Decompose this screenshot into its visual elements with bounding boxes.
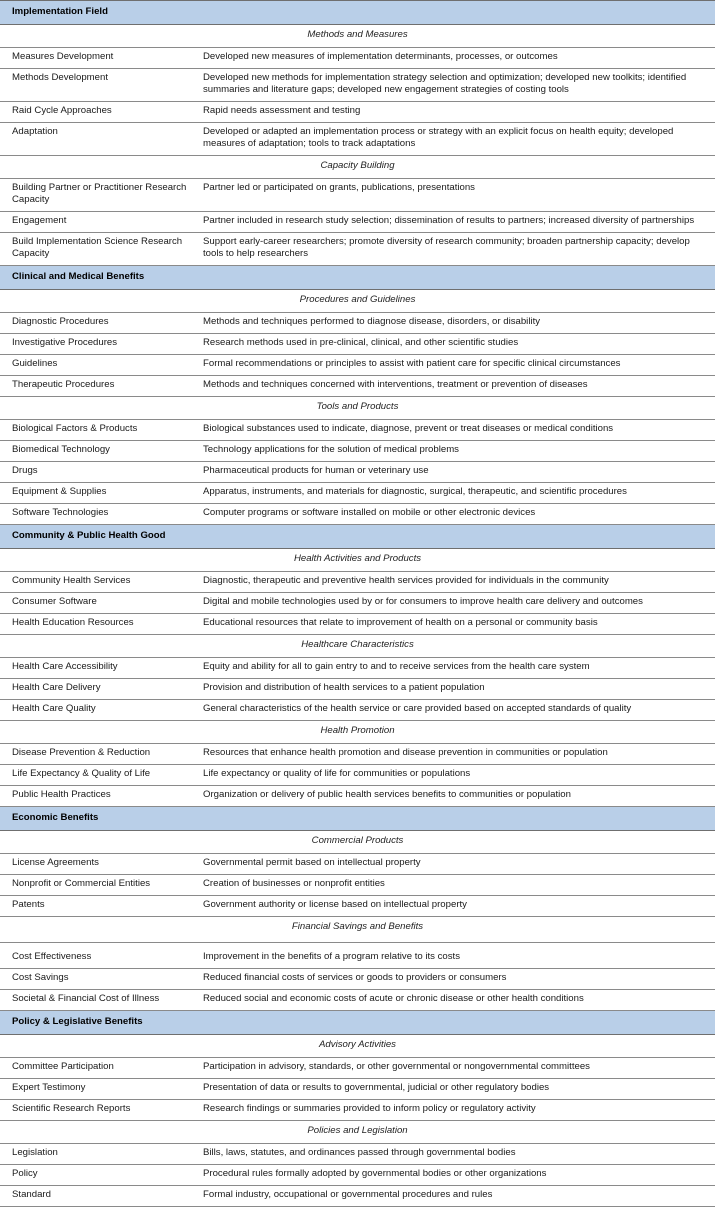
row-description: Resources that enhance health promotion and disease prevention in communities or population: [200, 744, 715, 765]
table-row: [0, 969, 715, 990]
row-description: Technology applications for the solution of medical problems: [200, 441, 715, 462]
table-body: [0, 1, 715, 1207]
row-term: Policy: [0, 1165, 200, 1186]
row-term: Equipment & Supplies: [0, 483, 200, 504]
table-row: [0, 765, 715, 786]
row-term: Patents: [0, 896, 200, 917]
row-description: Partner led or participated on grants, publications, presentations: [200, 179, 715, 212]
section-header-row: [0, 807, 715, 831]
row-description: Procedural rules formally adopted by governmental bodies or other organizations: [200, 1165, 715, 1186]
table-row: [0, 614, 715, 635]
row-description: Apparatus, instruments, and materials for diagnostic, surgical, therapeutic, and scientific procedures: [200, 483, 715, 504]
row-term: Biological Factors & Products: [0, 420, 200, 441]
row-term: Health Care Accessibility: [0, 658, 200, 679]
row-term: Expert Testimony: [0, 1079, 200, 1100]
row-term: Cost Effectiveness: [0, 943, 200, 969]
section-header-row: [0, 1011, 715, 1035]
subsection-header-row: [0, 831, 715, 854]
table-row: [0, 420, 715, 441]
subsection-header-row: [0, 156, 715, 179]
row-term: Community Health Services: [0, 572, 200, 593]
row-description: Pharmaceutical products for human or veterinary use: [200, 462, 715, 483]
row-description: Educational resources that relate to improvement of health on a personal or community basis: [200, 614, 715, 635]
subsection-title: Policies and Legislation: [0, 1121, 715, 1144]
table-row: [0, 1100, 715, 1121]
table-row: [0, 572, 715, 593]
row-description: Reduced financial costs of services or goods to providers or consumers: [200, 969, 715, 990]
row-description: Developed new methods for implementation strategy selection and optimization; developed new toolkits; identified summaries and literature gaps; developed new engagement strategies of costing tools: [200, 69, 715, 102]
section-title: Implementation Field: [0, 1, 715, 25]
table-row: [0, 943, 715, 969]
row-term: Methods Development: [0, 69, 200, 102]
row-description: Government authority or license based on intellectual property: [200, 896, 715, 917]
table-row: [0, 441, 715, 462]
table-row: [0, 355, 715, 376]
subsection-title: Tools and Products: [0, 397, 715, 420]
row-description: Equity and ability for all to gain entry to and to receive services from the health care system: [200, 658, 715, 679]
subsection-title: Capacity Building: [0, 156, 715, 179]
table-row: [0, 233, 715, 266]
row-term: Measures Development: [0, 48, 200, 69]
row-description: Governmental permit based on intellectual property: [200, 854, 715, 875]
row-description: Life expectancy or quality of life for communities or populations: [200, 765, 715, 786]
row-term: Engagement: [0, 212, 200, 233]
row-term: Biomedical Technology: [0, 441, 200, 462]
subsection-header-row: [0, 25, 715, 48]
table-row: [0, 700, 715, 721]
table-row: [0, 69, 715, 102]
subsection-title: Health Promotion: [0, 721, 715, 744]
row-description: Research findings or summaries provided to inform policy or regulatory activity: [200, 1100, 715, 1121]
section-title: Community & Public Health Good: [0, 525, 715, 549]
table-row: [0, 334, 715, 355]
table-row: [0, 483, 715, 504]
subsection-header-row: [0, 1035, 715, 1058]
table-row: [0, 179, 715, 212]
section-header-row: [0, 266, 715, 290]
table-row: [0, 123, 715, 156]
row-description: Formal recommendations or principles to assist with patient care for specific clinical circumstances: [200, 355, 715, 376]
table-row: [0, 744, 715, 765]
table-row: [0, 48, 715, 69]
table-row: [0, 313, 715, 334]
row-description: Improvement in the benefits of a program relative to its costs: [200, 943, 715, 969]
table-row: [0, 212, 715, 233]
row-description: Rapid needs assessment and testing: [200, 102, 715, 123]
row-description: Methods and techniques performed to diagnose disease, disorders, or disability: [200, 313, 715, 334]
row-description: Creation of businesses or nonprofit entities: [200, 875, 715, 896]
row-term: Nonprofit or Commercial Entities: [0, 875, 200, 896]
subsection-title: Commercial Products: [0, 831, 715, 854]
table-row: [0, 679, 715, 700]
subsection-title: Advisory Activities: [0, 1035, 715, 1058]
subsection-header-row: [0, 290, 715, 313]
row-description: Methods and techniques concerned with interventions, treatment or prevention of diseases: [200, 376, 715, 397]
subsection-header-row: [0, 549, 715, 572]
section-title: Clinical and Medical Benefits: [0, 266, 715, 290]
row-description: Partner included in research study selection; dissemination of results to partners; increased diversity of partnerships: [200, 212, 715, 233]
table-row: [0, 462, 715, 483]
subsection-header-row: [0, 917, 715, 943]
subsection-title: Health Activities and Products: [0, 549, 715, 572]
row-description: Formal industry, occupational or governmental procedures and rules: [200, 1186, 715, 1207]
subsection-title: Financial Savings and Benefits: [0, 917, 715, 943]
row-description: Participation in advisory, standards, or other governmental or nongovernmental committees: [200, 1058, 715, 1079]
row-term: Investigative Procedures: [0, 334, 200, 355]
row-description: Research methods used in pre-clinical, clinical, and other scientific studies: [200, 334, 715, 355]
row-term: Therapeutic Procedures: [0, 376, 200, 397]
subsection-title: Methods and Measures: [0, 25, 715, 48]
row-description: Biological substances used to indicate, diagnose, prevent or treat diseases or medical conditions: [200, 420, 715, 441]
row-description: Developed or adapted an implementation process or strategy with an explicit focus on health equity; developed measures of adaptation; tools to track adaptations: [200, 123, 715, 156]
table-row: [0, 658, 715, 679]
row-description: Support early-career researchers; promote diversity of research community; broaden partnership capacity; develop tools to help researchers: [200, 233, 715, 266]
row-description: Digital and mobile technologies used by or for consumers to improve health care delivery and outcomes: [200, 593, 715, 614]
table-row: [0, 102, 715, 123]
row-term: Guidelines: [0, 355, 200, 376]
section-header-row: [0, 525, 715, 549]
row-term: Adaptation: [0, 123, 200, 156]
row-term: Life Expectancy & Quality of Life: [0, 765, 200, 786]
row-description: General characteristics of the health service or care provided based on accepted standards of quality: [200, 700, 715, 721]
row-term: Diagnostic Procedures: [0, 313, 200, 334]
table-row: [0, 593, 715, 614]
row-description: Computer programs or software installed on mobile or other electronic devices: [200, 504, 715, 525]
subsection-header-row: [0, 397, 715, 420]
row-term: Scientific Research Reports: [0, 1100, 200, 1121]
row-description: Presentation of data or results to governmental, judicial or other regulatory bodies: [200, 1079, 715, 1100]
row-term: Raid Cycle Approaches: [0, 102, 200, 123]
row-term: Societal & Financial Cost of Illness: [0, 990, 200, 1011]
table-row: [0, 786, 715, 807]
row-description: Developed new measures of implementation determinants, processes, or outcomes: [200, 48, 715, 69]
row-term: Standard: [0, 1186, 200, 1207]
table-row: [0, 1186, 715, 1207]
subsection-header-row: [0, 1121, 715, 1144]
row-term: Consumer Software: [0, 593, 200, 614]
row-term: Health Care Quality: [0, 700, 200, 721]
row-description: Provision and distribution of health services to a patient population: [200, 679, 715, 700]
row-term: Public Health Practices: [0, 786, 200, 807]
table-row: [0, 504, 715, 525]
table-row: [0, 990, 715, 1011]
subsection-header-row: [0, 721, 715, 744]
row-description: Bills, laws, statutes, and ordinances passed through governmental bodies: [200, 1144, 715, 1165]
section-header-row: [0, 1, 715, 25]
row-term: Health Education Resources: [0, 614, 200, 635]
subsection-header-row: [0, 635, 715, 658]
table-row: [0, 875, 715, 896]
table-row: [0, 896, 715, 917]
row-description: Diagnostic, therapeutic and preventive health services provided for individuals in the community: [200, 572, 715, 593]
row-term: Health Care Delivery: [0, 679, 200, 700]
row-term: License Agreements: [0, 854, 200, 875]
table-row: [0, 1165, 715, 1186]
row-term: Building Partner or Practitioner Research Capacity: [0, 179, 200, 212]
table-row: [0, 1144, 715, 1165]
table-row: [0, 854, 715, 875]
table-row: [0, 1058, 715, 1079]
section-title: Economic Benefits: [0, 807, 715, 831]
subsection-title: Healthcare Characteristics: [0, 635, 715, 658]
row-term: Drugs: [0, 462, 200, 483]
subsection-title: Procedures and Guidelines: [0, 290, 715, 313]
row-term: Cost Savings: [0, 969, 200, 990]
section-title: Policy & Legislative Benefits: [0, 1011, 715, 1035]
row-term: Disease Prevention & Reduction: [0, 744, 200, 765]
row-description: Reduced social and economic costs of acute or chronic disease or other health conditions: [200, 990, 715, 1011]
row-term: Software Technologies: [0, 504, 200, 525]
row-term: Build Implementation Science Research Capacity: [0, 233, 200, 266]
row-term: Committee Participation: [0, 1058, 200, 1079]
row-description: Organization or delivery of public health services benefits to communities or population: [200, 786, 715, 807]
table-row: [0, 376, 715, 397]
row-term: Legislation: [0, 1144, 200, 1165]
table-row: [0, 1079, 715, 1100]
